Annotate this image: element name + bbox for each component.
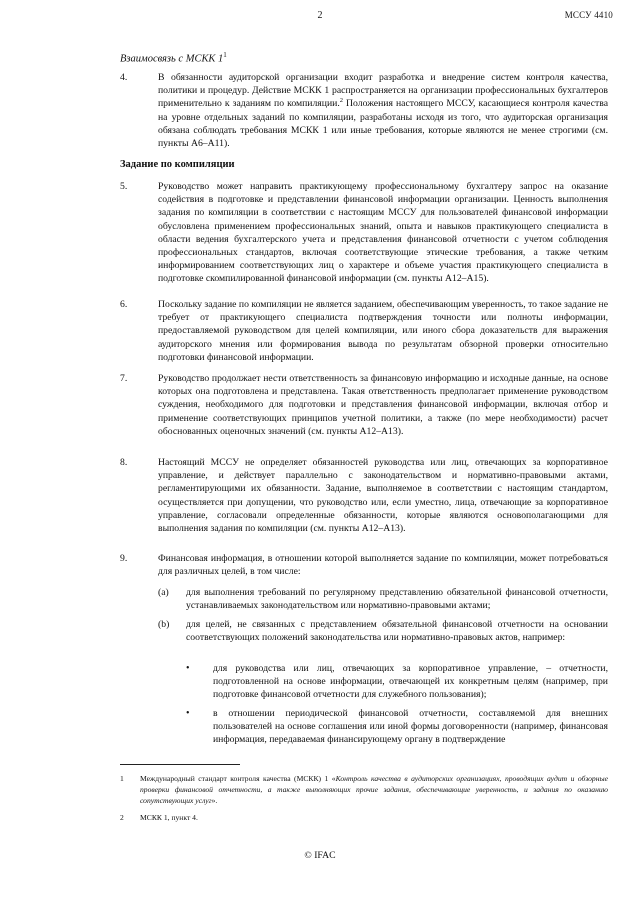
paragraph-number: 8. xyxy=(120,457,128,468)
paragraph-5 xyxy=(120,180,608,286)
bullet-item xyxy=(186,662,608,702)
paragraph-text: Руководство может направить практикующему профессиональному бухгалтеру запрос на оказание содействия в подготовке и представлении финансовой информации организации. Ценность выполнения задания по компиляции в соответствии с настоящим МССУ для пользователей финансовой информации обусловлена применением профессиональных знаний, опыта и навыков практикующего специалиста в области ведения бухгалтерского учета и представления финансовой отчетности с учетом соблюдения профессиональных стандартов, включая соответствующие этические требования, а также четким информированием соответствующих лиц о характере и объеме участия практикующего специалиста в подготовке скомпилированной финансовой информации (см. пункты А12–А15). xyxy=(158,181,608,285)
footnote-2 xyxy=(120,812,608,823)
footnote-text-italic: Контроль качества в аудиторских организациях, проводящих аудит и обзорные проверки финансовой отчетности, а также выполняющих прочие задания, обеспечивающие уверенность, и задания по оказанию сопутствующих услуг xyxy=(140,774,608,805)
section-heading-relationship xyxy=(120,51,227,65)
footnote-ref-1: 1 xyxy=(223,51,227,59)
paragraph-number: 4. xyxy=(120,72,128,83)
list-item-text: для целей, не связанных с представлением обязательной финансовой отчетности на основании соответствующих положений законодательства или нормативно-правовых актов, например: xyxy=(186,619,608,644)
footnote-text-plain: Международный стандарт контроля качества (МСКК) 1 « xyxy=(140,774,336,783)
paragraph-4 xyxy=(120,71,608,150)
paragraph-text-part-a: В обязанности аудиторской организации входит разработка и внедрение систем контроля качества, политики и процедур. Действие МСКК 1 распространяется на организации профессиональных бухгалтеров применительно к заданиям по компиляции. xyxy=(158,72,608,110)
paragraph-number: 6. xyxy=(120,299,128,310)
paragraph-number: 7. xyxy=(120,373,128,384)
paragraph-text xyxy=(158,71,608,150)
footnote-mark: 1 xyxy=(120,774,124,783)
bullet-item xyxy=(186,707,608,747)
footnote-text: МСКК 1, пункт 4. xyxy=(140,813,198,822)
copyright-footer: © IFAC xyxy=(304,850,336,861)
section-heading-compilation: Задание по компиляции xyxy=(120,159,235,170)
paragraph-number: 9. xyxy=(120,553,128,564)
bullet-text: в отношении периодической финансовой отчетности, составляемой для внешних пользователей на основе соглашения или иной формы договоренности (например, финансовая информация, передаваемая финансирующему органу в подтверждение xyxy=(213,708,608,746)
paragraph-text: Финансовая информация, в отношении которой выполняется задание по компиляции, может потребоваться для различных целей, в том числе: xyxy=(158,553,608,578)
paragraph-text: Настоящий МССУ не определяет обязанностей руководства или лиц, отвечающих за корпоративное управление, и действует параллельно с законодательством и нормативно-правовыми актами, регламентирующими их обязанности. Задание, выполняемое в соответствии с настоящим стандартом, осуществляется при допущении, что руководство или, если уместно, лица, отвечающие за корпоративное управление, согласовали определенные обязанности, которые являются основополагающими для выполнения задания по компиляции (см. пункты А12–А13). xyxy=(158,457,608,535)
section-heading-relationship-text: Взаимосвязь с МСКК 1 xyxy=(120,53,224,65)
footnote-mark: 2 xyxy=(120,813,124,822)
bullet-icon: • xyxy=(186,708,190,719)
paragraph-number: 5. xyxy=(120,181,128,192)
list-item-a xyxy=(158,586,608,612)
bullet-text: для руководства или лиц, отвечающих за корпоративное управление, – отчетности, подготовленной на основе информации, отвечающей их конкретным целям (например, при подготовке финансовой отчетности для служебного пользования); xyxy=(213,663,608,701)
list-item-b xyxy=(158,618,608,644)
footnote-divider xyxy=(120,764,240,765)
paragraph-8 xyxy=(120,456,608,535)
paragraph-text-part-b: Положения настоящего МССУ, касающиеся контроля качества на уровне отдельных заданий по компиляции, разработаны исходя из того, что аудиторская организация обязана соблюдать требования МСКК 1 или иные требования, которые являются не менее строгими (см. пункты А6–А11). xyxy=(158,98,608,150)
paragraph-text: Руководство продолжает нести ответственность за финансовую информацию и исходные данные, на основе которых она подготовлена и представлена. Такая ответственность предполагает применение руководством суждения, необходимого для подготовки и представления финансовой информации, включая отбор и применение соответствующих принципов учетной политики, а также (по мере необходимости) расчет обоснованных оценочных значений (см. пункты А12–А13). xyxy=(158,373,608,437)
paragraph-9 xyxy=(120,552,608,578)
paragraph-7 xyxy=(120,372,608,438)
bullet-icon: • xyxy=(186,663,190,674)
footnote-ref-2: 2 xyxy=(339,97,343,105)
paragraph-6 xyxy=(120,298,608,364)
list-item-label: (a) xyxy=(158,587,169,598)
footnote-text xyxy=(140,773,608,806)
page-number: 2 xyxy=(317,10,323,21)
footnote-1 xyxy=(120,773,608,806)
list-item-text: для выполнения требований по регулярному представлению обязательной финансовой отчетности, устанавливаемых законодательством или нормативно-правовыми актами; xyxy=(186,587,608,612)
footnote-text-end: ». xyxy=(211,796,218,805)
paragraph-text: Поскольку задание по компиляции не является заданием, обеспечивающим уверенность, то такое задание не требует от практикующего специалиста подтверждения точности или полноты информации, предоставляемой руководством для целей компиляции, или иного сбора доказательств для выражения аудиторского мнения или формирования вывода по результатам обзорной проверки относительно подготовки финансовой информации. xyxy=(158,299,608,363)
list-item-label: (b) xyxy=(158,619,170,630)
standard-code: МССУ 4410 xyxy=(564,10,613,20)
